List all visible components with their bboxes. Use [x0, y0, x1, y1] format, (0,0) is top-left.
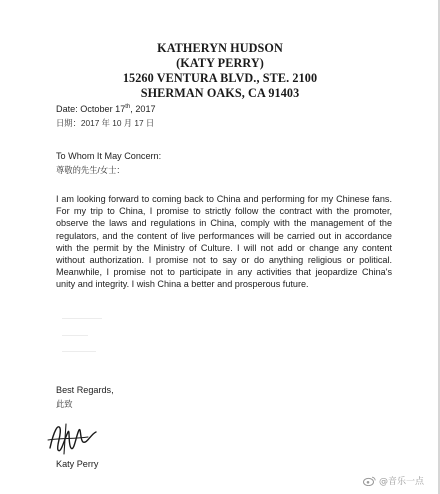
- closing-chinese: 此致: [56, 399, 73, 409]
- signature: [44, 418, 104, 458]
- faint-mark: [62, 351, 96, 352]
- salutation: To Whom It May Concern:: [56, 151, 162, 161]
- date-prefix: Date: October 17: [56, 104, 126, 115]
- salutation-chinese: 尊敬的先生/女士：: [56, 165, 125, 175]
- letterhead-alias: (KATY PERRY): [176, 56, 264, 70]
- faint-mark: [62, 335, 88, 336]
- letterhead-street: 15260 VENTURA BLVD., STE. 2100: [122, 71, 318, 85]
- letterhead-city: SHERMAN OAKS, CA 91403: [140, 86, 300, 100]
- letterhead: [0, 41, 440, 101]
- letterhead-name: KATHERYN HUDSON: [157, 41, 283, 55]
- weibo-icon: [363, 476, 376, 486]
- date-line: [56, 104, 156, 114]
- date-chinese: 日期：2017 年 10 月 17 日: [56, 118, 155, 128]
- watermark: [363, 474, 424, 487]
- watermark-text: @音乐一点: [378, 477, 424, 487]
- signature-name: Katy Perry: [56, 459, 99, 469]
- date-year: , 2017: [130, 104, 156, 115]
- letter-body: I am looking forward to coming back to China and performing for my Chinese fans. For my trip to China, I promise to strictly follow the contract with the promoter, observe the laws and regulations in China, comply with the management of the regulators, and the content of live performances will be carried out in accordance with the permit by the Ministry of Culture. I will not add or change any content without authorization. I promise not to say or do anything religious or political. Meanwhile, I promise not to participate in any activities that jeopardize China's unity and integrity. I wish China a better and prosperous future.: [56, 194, 392, 290]
- date-ordinal: th: [125, 104, 131, 110]
- closing: Best Regards,: [56, 385, 114, 395]
- faint-mark: [62, 318, 102, 319]
